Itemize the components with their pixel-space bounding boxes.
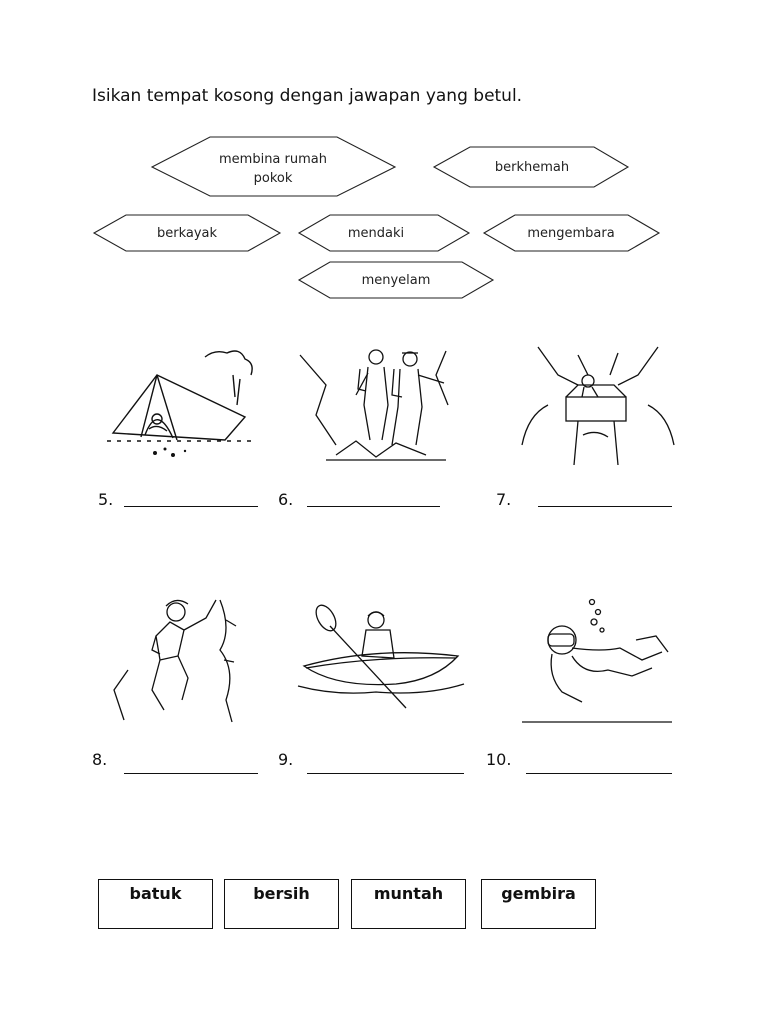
hex-label: membina rumah (219, 152, 327, 167)
hex-label: mendaki (347, 226, 405, 241)
answer-line-9[interactable] (307, 773, 464, 774)
rock-climber-picture (108, 590, 268, 725)
hex-label: menyelam (361, 273, 431, 288)
question-number-5: 5. (98, 490, 114, 509)
hex-mendaki (299, 215, 469, 251)
question-number-7: 7. (496, 490, 512, 509)
hex-label: berkhemah (494, 160, 570, 175)
answer-line-6[interactable] (307, 506, 440, 507)
diver-picture (512, 596, 677, 726)
hex-label: mengembara (527, 226, 615, 241)
hex-label: berkayak (156, 226, 218, 241)
hikers-picture (296, 345, 456, 465)
tree-house-picture (518, 345, 678, 465)
hex-label: pokok (253, 171, 293, 186)
instruction-text: Isikan tempat kosong dengan jawapan yang betul. (92, 86, 523, 106)
hex-mengembara (484, 215, 659, 251)
question-number-6: 6. (278, 490, 294, 509)
answer-line-5[interactable] (124, 506, 258, 507)
hex-berkayak (94, 215, 280, 251)
word-box-batuk: batuk (98, 879, 213, 929)
answer-line-7[interactable] (538, 506, 672, 507)
word-box-gembira: gembira (481, 879, 596, 929)
answer-line-8[interactable] (124, 773, 258, 774)
word-bank (0, 0, 768, 310)
answer-line-10[interactable] (526, 773, 672, 774)
hex-membina-rumah-pokok (152, 137, 395, 196)
tent-picture (105, 345, 265, 465)
question-number-10: 10. (486, 750, 512, 769)
word-box-muntah: muntah (351, 879, 466, 929)
question-number-8: 8. (92, 750, 108, 769)
hex-menyelam (299, 262, 493, 298)
word-box-bersih: bersih (224, 879, 339, 929)
kayaker-picture (296, 596, 466, 716)
hex-berkhemah (434, 147, 628, 187)
question-number-9: 9. (278, 750, 294, 769)
